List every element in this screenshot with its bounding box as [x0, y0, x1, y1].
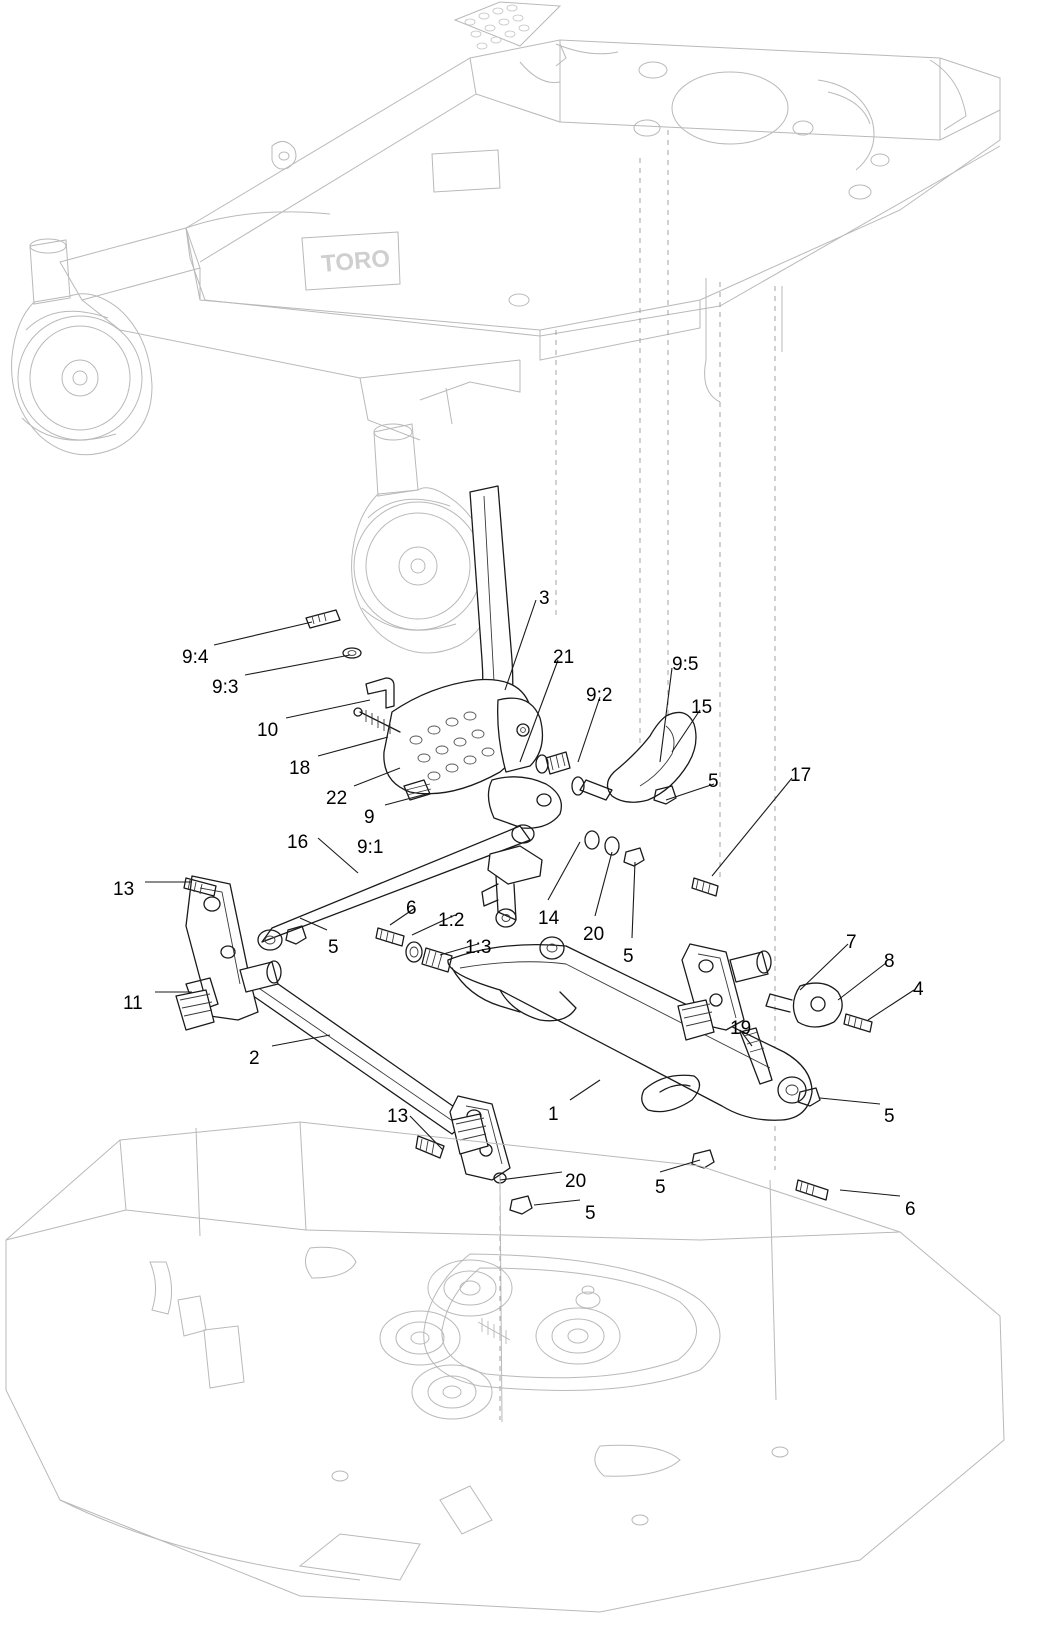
callout-number: 15	[691, 697, 713, 718]
bolt-6-left	[376, 928, 404, 946]
leader-line	[214, 622, 312, 645]
callout-number: 17	[790, 765, 812, 786]
callout-number: 5	[328, 937, 339, 958]
callout-number: 8	[884, 951, 895, 972]
leader-line	[318, 838, 358, 873]
bolt-17	[692, 878, 718, 896]
callout-number: 9:5	[672, 654, 699, 675]
leader-line	[632, 862, 635, 938]
callout-number: 20	[583, 924, 605, 945]
leader-line	[548, 842, 580, 900]
leader-line	[534, 1200, 580, 1205]
bolt-6-right	[796, 1180, 828, 1200]
fastener-9-3	[343, 648, 361, 658]
fastener-9-2	[546, 752, 570, 774]
callout-number: 1:3	[465, 937, 492, 958]
callout-number: 7	[846, 932, 857, 953]
leader-line	[595, 852, 612, 916]
toro-decal	[302, 232, 400, 290]
callout-number: 5	[708, 771, 719, 792]
tractor-frame-ghost	[60, 2, 1000, 440]
leader-line	[712, 778, 792, 876]
leader-line	[578, 697, 600, 762]
washer-cluster	[585, 831, 644, 866]
latch-handle-assembly	[536, 712, 696, 804]
callout-number: 9:2	[586, 685, 613, 706]
callout-number: 5	[655, 1177, 666, 1198]
callout-number: 9:1	[357, 837, 384, 858]
lift-pedal-assembly	[306, 486, 561, 828]
mower-deck-ghost	[6, 1122, 1004, 1612]
callout-number: 5	[623, 946, 634, 967]
svg-text:TORO: TORO	[320, 245, 392, 278]
callout-number: 13	[387, 1106, 409, 1127]
caster-wheel-center-ghost	[352, 424, 492, 653]
callout-number: 2	[249, 1048, 260, 1069]
leader-line	[570, 1080, 600, 1100]
nut-5-lower	[510, 1196, 532, 1214]
callout-number: 3	[539, 588, 550, 609]
callout-number: 6	[905, 1199, 916, 1220]
leader-line	[820, 1098, 880, 1104]
leader-line	[666, 784, 714, 800]
callout-number: 1	[548, 1104, 559, 1125]
callout-number: 20	[565, 1171, 587, 1192]
callout-number: 5	[884, 1106, 895, 1127]
callout-number: 14	[538, 908, 560, 929]
bolt-4-right	[844, 1014, 872, 1032]
leader-line	[840, 1190, 900, 1196]
callout-number: 5	[585, 1203, 596, 1224]
callout-number: 9:3	[212, 677, 239, 698]
leader-line	[838, 963, 886, 1000]
callout-number: 9:4	[182, 647, 209, 668]
callout-number: 19	[730, 1018, 752, 1039]
callout-number: 22	[326, 788, 348, 809]
bushing-1-2	[406, 942, 422, 962]
callout-number: 4	[913, 979, 924, 1000]
callout-number: 11	[123, 993, 143, 1014]
callout-number: 16	[287, 832, 309, 853]
leader-line	[318, 737, 388, 756]
leader-line	[868, 990, 914, 1020]
leader-line	[245, 655, 350, 675]
callout-number: 1:2	[438, 910, 465, 931]
callout-number: 18	[289, 758, 311, 779]
callout-number: 10	[257, 720, 279, 741]
leader-line	[800, 944, 848, 990]
callout-number: 6	[406, 898, 417, 919]
fastener-9-4	[306, 610, 340, 628]
callout-number: 21	[553, 647, 575, 668]
caster-wheel-left-ghost	[12, 239, 152, 455]
callout-number: 13	[113, 879, 135, 900]
leader-line	[500, 1172, 562, 1180]
callout-number: 9	[364, 807, 375, 828]
